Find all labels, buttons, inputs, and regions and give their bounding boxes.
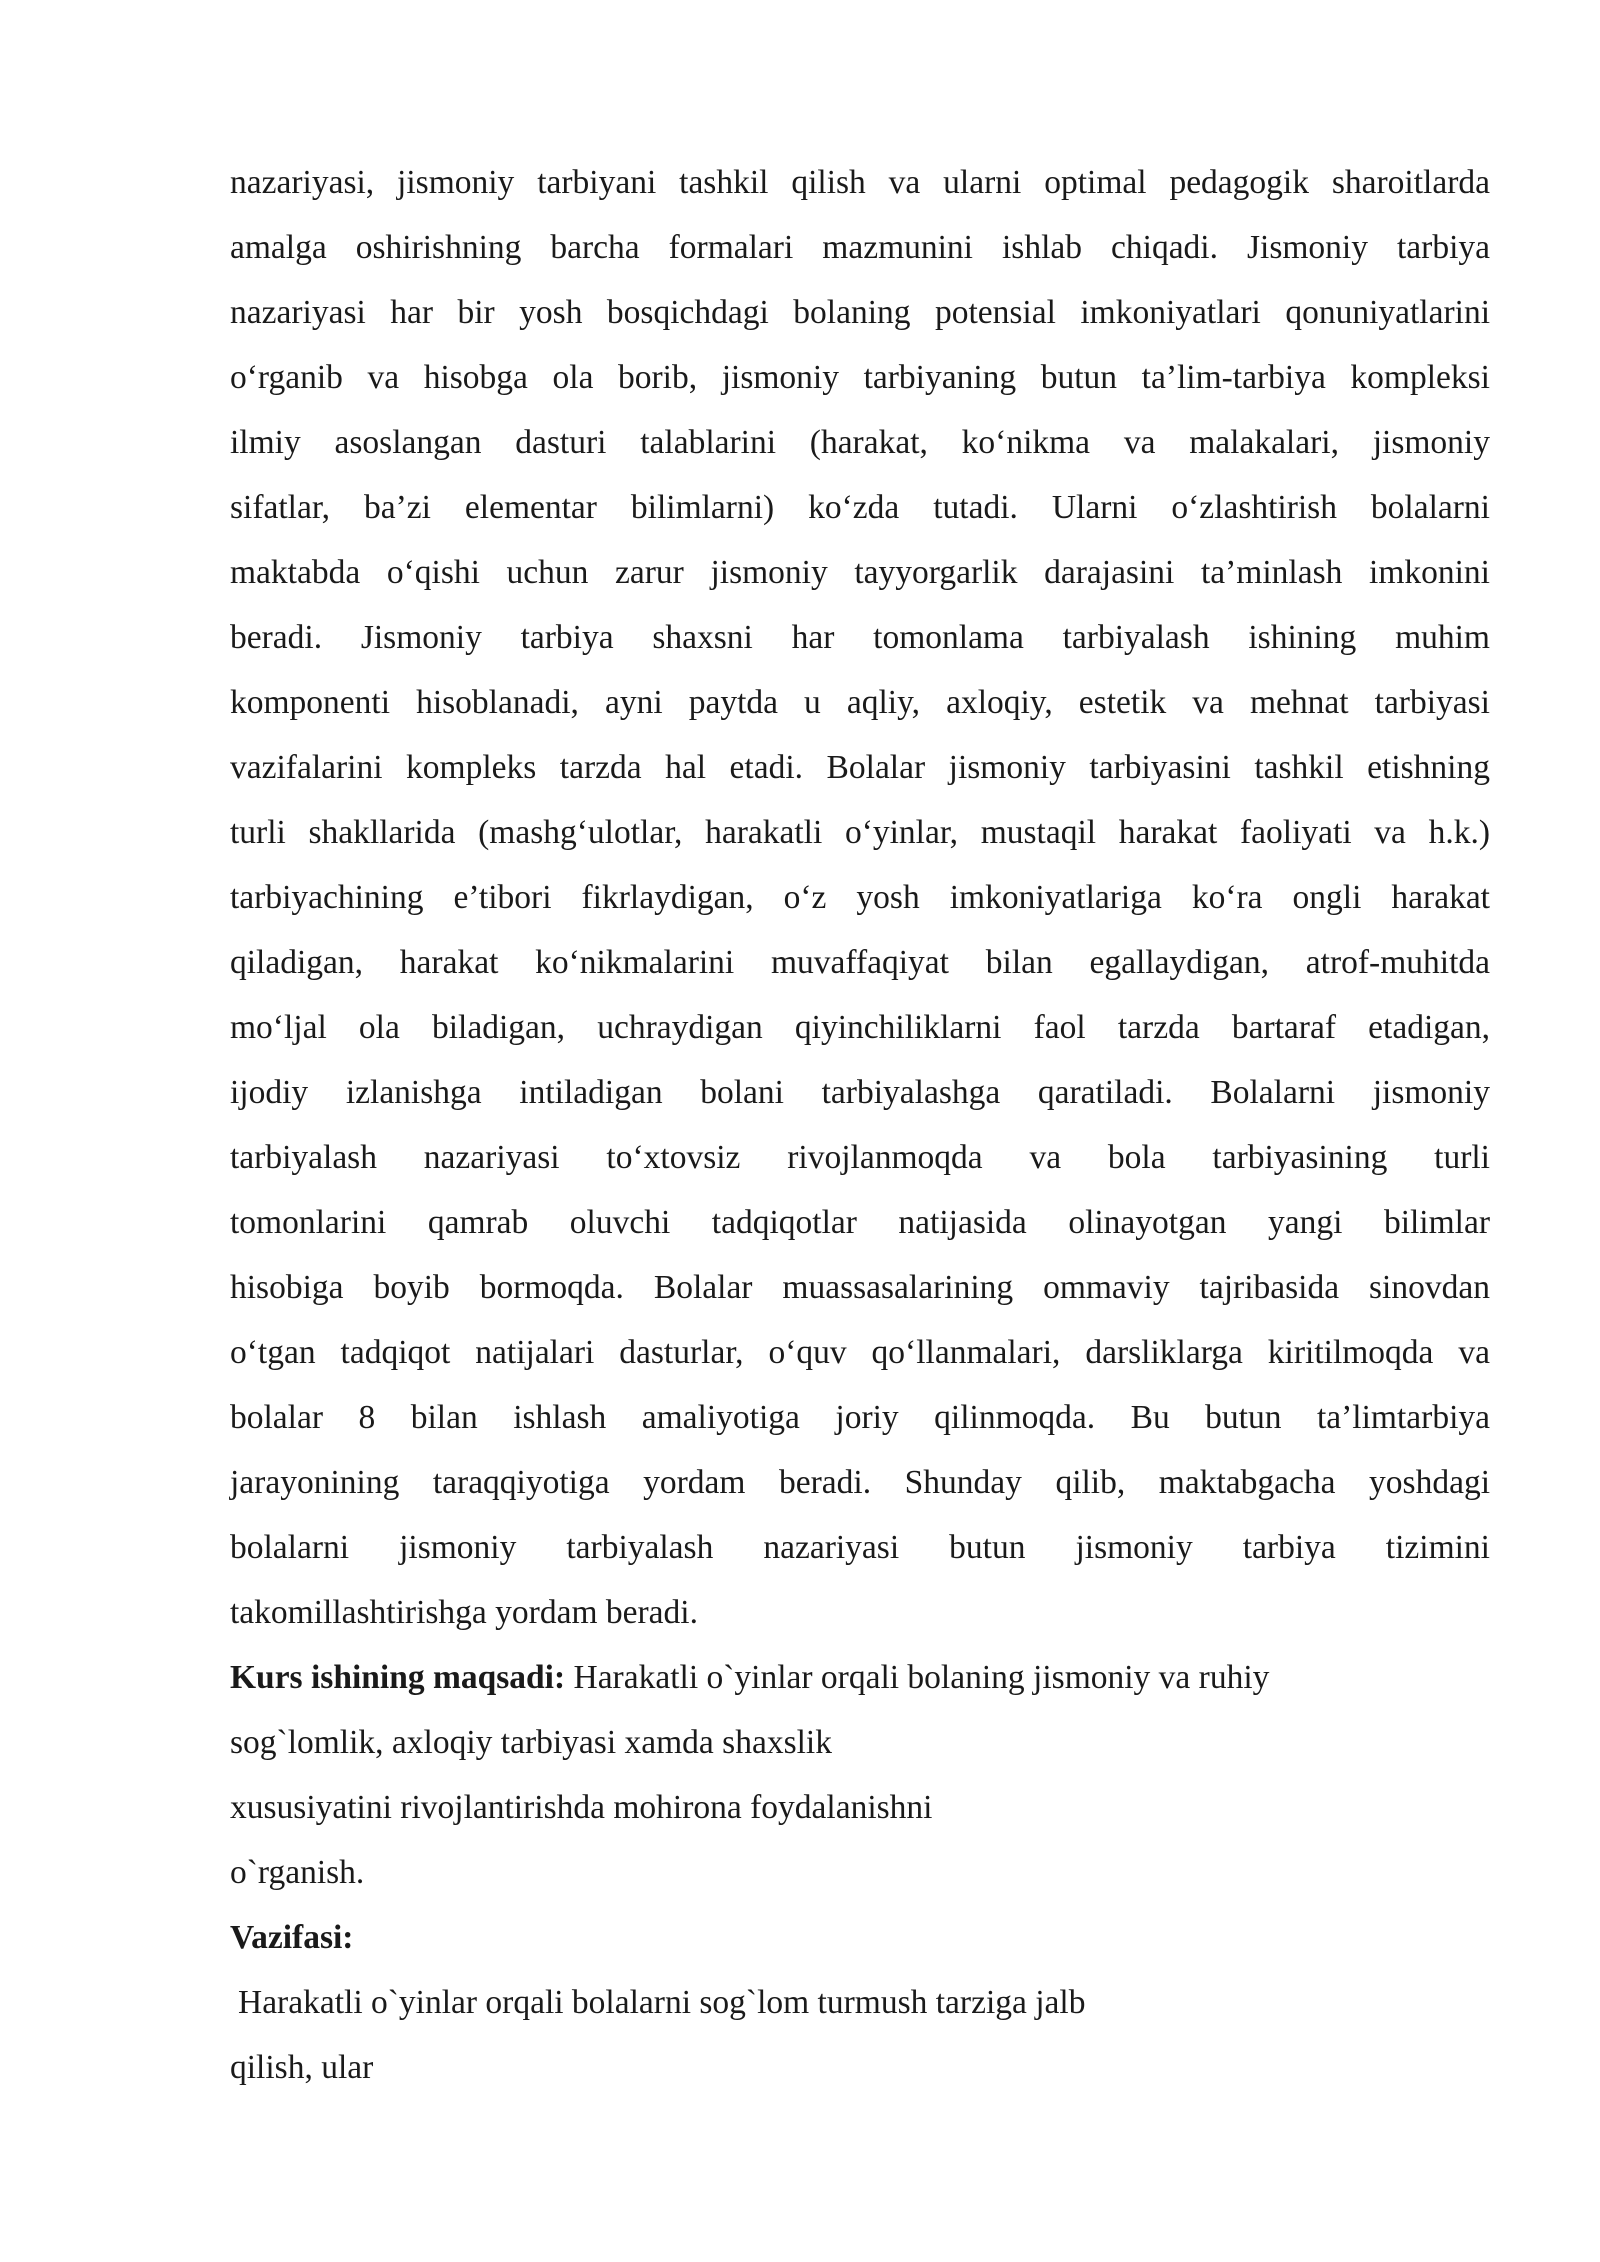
text-line: bolalar 8 bilan ishlash amaliyotiga joriy qilinmoqda. Bu butun ta’limtarbiya <box>230 1399 1490 1436</box>
text-line: turli shakllarida (mashg‘ulotlar, harakatli o‘yinlar, mustaqil harakat faoliyati va h.k.) <box>230 814 1490 851</box>
text-line: hisobiga boyib bormoqda. Bolalar muassasalarining ommaviy tajribasida sinovdan <box>230 1269 1490 1306</box>
text-line: tarbiyachining e’tibori fikrlaydigan, o‘z yosh imkoniyatlariga ko‘ra ongli harakat <box>230 879 1490 916</box>
text-line: tomonlarini qamrab oluvchi tadqiqotlar natijasida olinayotgan yangi bilimlar <box>230 1204 1490 1241</box>
text-line: beradi. Jismoniy tarbiya shaxsni har tomonlama tarbiyalash ishining muhim <box>230 619 1490 656</box>
tasks-line: Harakatli o`yinlar orqali bolalarni sog`lom turmush tarziga jalb <box>238 1984 1086 2021</box>
text-line: qiladigan, harakat ko‘nikmalarini muvaffaqiyat bilan egallaydigan, atrof-muhitda <box>230 944 1490 981</box>
tasks-line: qilish, ular <box>230 2049 374 2086</box>
paragraph-main <box>230 150 1490 1645</box>
text-line: maktabda o‘qishi uchun zarur jismoniy tayyorgarlik darajasini ta’minlash imkonini <box>230 554 1490 591</box>
text-line: ilmiy asoslangan dasturi talablarini (harakat, ko‘nikma va malakalari, jismoniy <box>230 424 1490 461</box>
goal-section <box>230 1645 1490 1905</box>
text-line: tarbiyalash nazariyasi to‘xtovsiz rivojlanmoqda va bola tarbiyasining turli <box>230 1139 1490 1176</box>
text-line: amalga oshirishning barcha formalari mazmunini ishlab chiqadi. Jismoniy tarbiya <box>230 229 1490 266</box>
text-line: nazariyasi har bir yosh bosqichdagi bolaning potensial imkoniyatlari qonuniyatlarini <box>230 294 1490 331</box>
text-line: o‘rganib va hisobga ola borib, jismoniy tarbiyaning butun ta’lim-tarbiya kompleksi <box>230 359 1490 396</box>
text-line: o‘tgan tadqiqot natijalari dasturlar, o‘quv qo‘llanmalari, darsliklarga kiritilmoqda va <box>230 1334 1490 1371</box>
document-body <box>230 150 1490 2100</box>
text-line: bolalarni jismoniy tarbiyalash nazariyasi butun jismoniy tarbiya tizimini <box>230 1529 1490 1566</box>
goal-label: Kurs ishining maqsadi: <box>230 1659 566 1696</box>
tasks-section <box>230 1905 1490 2100</box>
goal-line: sog`lomlik, axloqiy tarbiyasi xamda shaxslik <box>230 1724 832 1761</box>
text-line: mo‘ljal ola biladigan, uchraydigan qiyinchiliklarni faol tarzda bartaraf etadigan, <box>230 1009 1490 1046</box>
text-line: sifatlar, ba’zi elementar bilimlarni) ko‘zda tutadi. Ularni o‘zlashtirish bolalarni <box>230 489 1490 526</box>
text-line: nazariyasi, jismoniy tarbiyani tashkil qilish va ularni optimal pedagogik sharoitlarda <box>230 164 1490 201</box>
goal-line: xususiyatini rivojlantirishda mohirona foydalanishni <box>230 1789 933 1826</box>
goal-line <box>230 1645 1490 1710</box>
text-line: ijodiy izlanishga intiladigan bolani tarbiyalashga qaratiladi. Bolalarni jismoniy <box>230 1074 1490 1111</box>
text-line: vazifalarini kompleks tarzda hal etadi. Bolalar jismoniy tarbiyasini tashkil etishning <box>230 749 1490 786</box>
tasks-label: Vazifasi: <box>230 1919 354 1956</box>
goal-text: Harakatli o`yinlar orqali bolaning jismoniy va ruhiy <box>565 1659 1270 1696</box>
text-line: komponenti hisoblanadi, ayni paytda u aqliy, axloqiy, estetik va mehnat tarbiyasi <box>230 684 1490 721</box>
text-line-last: takomillashtirishga yordam beradi. <box>230 1594 698 1631</box>
text-line: jarayonining taraqqiyotiga yordam beradi. Shunday qilib, maktabgacha yoshdagi <box>230 1464 1490 1501</box>
goal-line: o`rganish. <box>230 1854 365 1891</box>
